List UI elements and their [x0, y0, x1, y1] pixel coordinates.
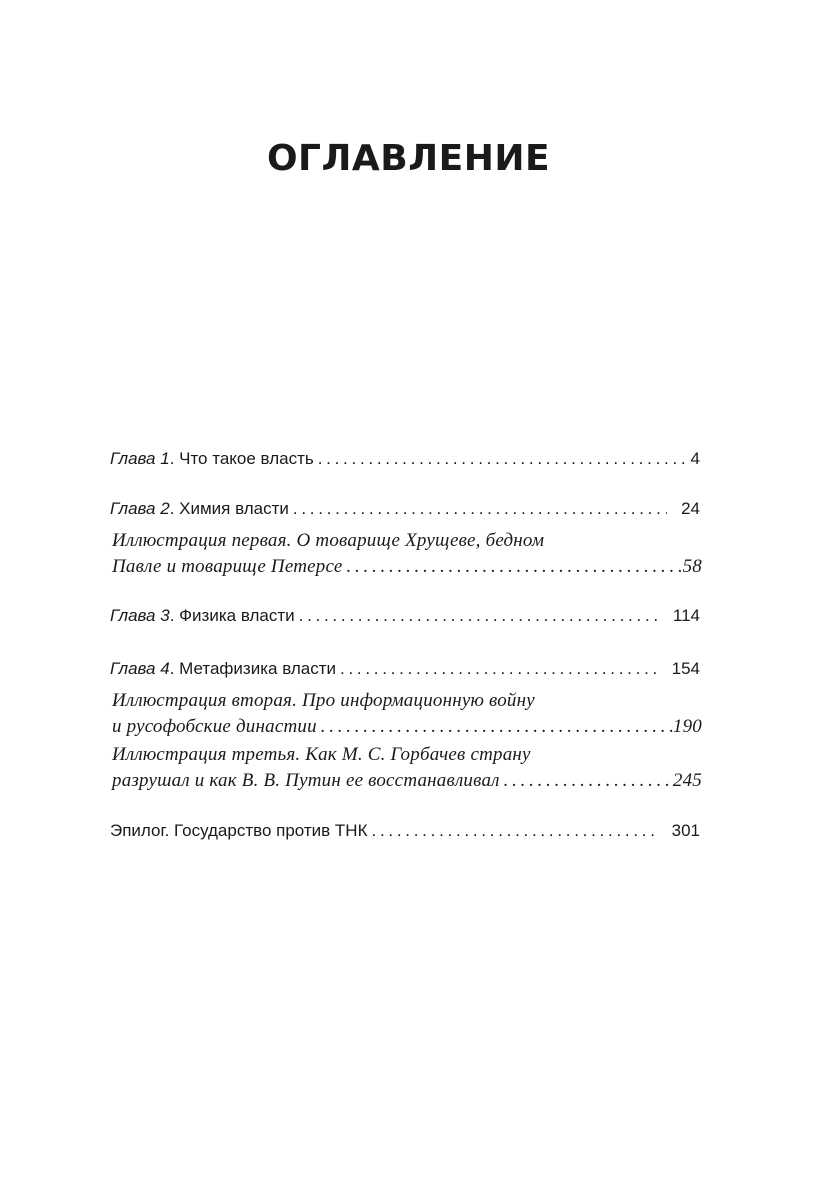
dot-leader	[293, 497, 667, 521]
chapter-label: Глава 1	[110, 449, 170, 468]
dot-leader	[372, 819, 658, 843]
chapter-label: Глава 3	[110, 606, 170, 625]
page-title: ОГЛАВЛЕНИЕ	[266, 138, 551, 179]
toc-entry-chapter-2[interactable]	[110, 497, 700, 521]
chapter-title: . Метафизика власти	[169, 659, 336, 678]
dot-leader	[299, 604, 659, 628]
page-number: 24	[681, 499, 700, 518]
epilogue-title: Эпилог. Государство против ТНК	[110, 821, 368, 840]
toc-entry-chapter-3[interactable]	[110, 604, 700, 628]
illustration-title-line-2: разрушал и как В. В. Путин ее восстанавливал	[112, 770, 500, 791]
illustration-title-line-2: Павле и товарище Петерсе	[112, 556, 343, 577]
chapter-label: Глава 2	[110, 499, 170, 518]
page-number: 114	[672, 606, 700, 625]
dot-leader	[321, 714, 673, 740]
toc-entry-illustration-2[interactable]	[110, 688, 700, 740]
illustration-title-line-1: Иллюстрация третья. Как М. С. Горбачев страну	[112, 744, 531, 765]
toc-entry-illustration-1[interactable]	[110, 528, 700, 580]
chapter-title: . Что такое власть	[169, 449, 314, 468]
toc-entry-chapter-1[interactable]	[110, 447, 700, 471]
page-number: 58	[682, 556, 702, 577]
page-number: 190	[672, 716, 702, 737]
chapter-label: Глава 4	[110, 659, 170, 678]
illustration-title-line-2: и русофобские династии	[112, 716, 317, 737]
dot-leader	[504, 768, 673, 794]
chapter-title: . Физика власти	[169, 606, 295, 625]
toc-entry-epilogue[interactable]	[110, 819, 700, 843]
dot-leader	[346, 554, 682, 580]
chapter-title: . Химия власти	[169, 499, 289, 518]
dot-leader	[340, 657, 658, 681]
illustration-title-line-1: Иллюстрация первая. О товарище Хрущеве, бедном	[112, 530, 545, 551]
toc-entry-chapter-4[interactable]	[110, 657, 700, 681]
page-number: 4	[690, 449, 700, 468]
page-number: 245	[672, 770, 702, 791]
toc-entry-illustration-3[interactable]	[110, 742, 700, 794]
page-number: 154	[671, 659, 700, 678]
dot-leader	[318, 447, 685, 471]
illustration-title-line-1: Иллюстрация вторая. Про информационную войну	[112, 690, 535, 711]
page-number: 301	[671, 821, 700, 840]
